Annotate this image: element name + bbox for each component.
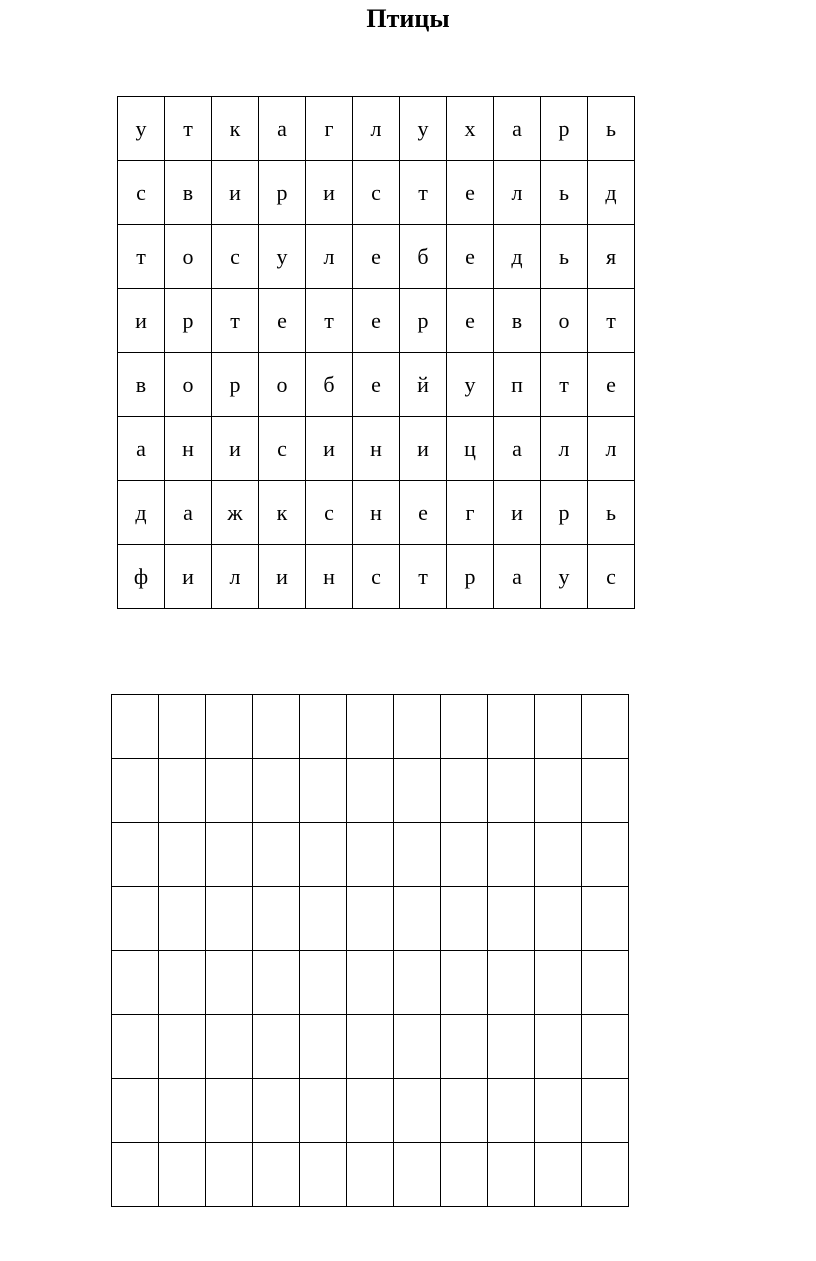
letter-cell: г [306,97,353,161]
answer-cell[interactable] [488,951,535,1015]
answer-cell[interactable] [206,887,253,951]
letter-cell: н [165,417,212,481]
answer-cell[interactable] [347,951,394,1015]
answer-cell[interactable] [300,695,347,759]
answer-grid [111,694,629,1207]
letter-cell: т [118,225,165,289]
letter-grid-row [118,225,635,289]
answer-cell[interactable] [394,887,441,951]
letter-cell: о [259,353,306,417]
letter-cell: у [541,545,588,609]
answer-cell[interactable] [535,1015,582,1079]
answer-cell[interactable] [582,887,629,951]
answer-grid-row [112,695,629,759]
letter-grid-row [118,289,635,353]
answer-cell[interactable] [253,823,300,887]
letter-cell: д [118,481,165,545]
answer-cell[interactable] [394,1143,441,1207]
letter-cell: в [165,161,212,225]
letter-cell: к [259,481,306,545]
answer-cell[interactable] [441,1143,488,1207]
letter-cell: а [494,545,541,609]
answer-grid-row [112,1079,629,1143]
letter-cell: с [118,161,165,225]
letter-cell: с [306,481,353,545]
letter-cell: а [494,417,541,481]
letter-cell: д [588,161,635,225]
answer-cell[interactable] [347,823,394,887]
answer-cell[interactable] [300,887,347,951]
answer-cell[interactable] [394,1079,441,1143]
letter-cell: ж [212,481,259,545]
letter-cell: у [118,97,165,161]
letter-cell: р [541,481,588,545]
letter-cell: о [165,225,212,289]
answer-cell[interactable] [253,887,300,951]
letter-cell: ь [541,225,588,289]
letter-grid-row [118,353,635,417]
letter-cell: л [588,417,635,481]
letter-cell: с [353,545,400,609]
answer-cell[interactable] [394,695,441,759]
answer-cell[interactable] [112,951,159,1015]
letter-cell: б [306,353,353,417]
letter-cell: и [212,161,259,225]
letter-cell: в [118,353,165,417]
answer-cell[interactable] [253,759,300,823]
answer-cell[interactable] [159,951,206,1015]
answer-cell[interactable] [159,1143,206,1207]
letter-grid-row [118,545,635,609]
answer-cell[interactable] [253,695,300,759]
answer-grid-row [112,759,629,823]
answer-cell[interactable] [488,1143,535,1207]
letter-cell: т [588,289,635,353]
letter-cell: и [494,481,541,545]
answer-cell[interactable] [535,1143,582,1207]
letter-cell: н [353,417,400,481]
letter-cell: л [306,225,353,289]
answer-cell[interactable] [159,759,206,823]
letter-cell: р [400,289,447,353]
answer-cell[interactable] [535,951,582,1015]
answer-cell[interactable] [347,759,394,823]
answer-grid-row [112,823,629,887]
letter-cell: у [400,97,447,161]
answer-cell[interactable] [347,1079,394,1143]
answer-cell[interactable] [112,887,159,951]
letter-cell: а [118,417,165,481]
letter-cell: к [212,97,259,161]
answer-cell[interactable] [253,1015,300,1079]
answer-cell[interactable] [394,951,441,1015]
letter-cell: е [447,161,494,225]
letter-cell: ь [588,481,635,545]
letter-cell: е [588,353,635,417]
letter-cell: я [588,225,635,289]
answer-grid-row [112,951,629,1015]
letter-cell: с [588,545,635,609]
letter-cell: п [494,353,541,417]
letter-grid-body [118,97,635,609]
answer-cell[interactable] [441,823,488,887]
answer-cell[interactable] [488,695,535,759]
letter-cell: й [400,353,447,417]
letter-cell: о [541,289,588,353]
answer-cell[interactable] [159,1079,206,1143]
answer-cell[interactable] [582,1015,629,1079]
answer-cell[interactable] [441,1079,488,1143]
answer-cell[interactable] [300,1079,347,1143]
letter-cell: ц [447,417,494,481]
answer-cell[interactable] [347,887,394,951]
answer-cell[interactable] [159,695,206,759]
answer-grid-body [112,695,629,1207]
answer-cell[interactable] [582,823,629,887]
letter-cell: т [212,289,259,353]
letter-cell: г [447,481,494,545]
letter-cell: и [306,161,353,225]
letter-cell: т [165,97,212,161]
answer-cell[interactable] [582,759,629,823]
answer-cell[interactable] [488,887,535,951]
letter-cell: ь [588,97,635,161]
answer-cell[interactable] [347,695,394,759]
answer-cell[interactable] [582,1079,629,1143]
letter-cell: л [494,161,541,225]
answer-cell[interactable] [535,823,582,887]
answer-cell[interactable] [488,1015,535,1079]
letter-cell: и [400,417,447,481]
answer-cell[interactable] [206,759,253,823]
answer-cell[interactable] [441,695,488,759]
answer-grid-row [112,887,629,951]
letter-cell: с [259,417,306,481]
answer-cell[interactable] [112,823,159,887]
answer-cell[interactable] [300,823,347,887]
answer-grid-row [112,1015,629,1079]
letter-cell: р [259,161,306,225]
answer-cell[interactable] [112,1015,159,1079]
letter-cell: и [212,417,259,481]
letter-cell: т [400,161,447,225]
answer-cell[interactable] [300,1143,347,1207]
letter-cell: е [259,289,306,353]
letter-cell: р [447,545,494,609]
answer-cell[interactable] [394,823,441,887]
letter-cell: у [259,225,306,289]
letter-cell: р [165,289,212,353]
letter-cell: а [165,481,212,545]
letter-cell: т [541,353,588,417]
answer-cell[interactable] [441,887,488,951]
answer-cell[interactable] [253,1079,300,1143]
letter-cell: е [353,353,400,417]
answer-cell[interactable] [206,1143,253,1207]
answer-cell[interactable] [206,951,253,1015]
answer-cell[interactable] [206,1079,253,1143]
answer-cell[interactable] [159,1015,206,1079]
answer-cell[interactable] [347,1143,394,1207]
letter-cell: и [306,417,353,481]
letter-grid-row [118,161,635,225]
letter-cell: е [447,289,494,353]
letter-cell: а [494,97,541,161]
answer-cell[interactable] [253,1143,300,1207]
letter-cell: х [447,97,494,161]
answer-cell[interactable] [394,1015,441,1079]
letter-cell: л [353,97,400,161]
letter-cell: б [400,225,447,289]
letter-grid-row [118,97,635,161]
letter-cell: ь [541,161,588,225]
answer-cell[interactable] [441,759,488,823]
letter-cell: и [259,545,306,609]
letter-cell: н [353,481,400,545]
answer-cell[interactable] [441,1015,488,1079]
page-title: Птицы [366,4,450,33]
letter-cell: д [494,225,541,289]
answer-cell[interactable] [535,695,582,759]
letter-cell: с [212,225,259,289]
answer-cell[interactable] [159,823,206,887]
answer-cell[interactable] [112,759,159,823]
answer-grid-row [112,1143,629,1207]
answer-cell[interactable] [535,887,582,951]
answer-cell[interactable] [394,759,441,823]
answer-cell[interactable] [488,823,535,887]
letter-cell: л [212,545,259,609]
answer-cell[interactable] [112,695,159,759]
answer-cell[interactable] [112,1143,159,1207]
answer-cell[interactable] [159,887,206,951]
answer-cell[interactable] [582,1143,629,1207]
letter-cell: а [259,97,306,161]
letter-cell: о [165,353,212,417]
letter-cell: т [400,545,447,609]
answer-cell[interactable] [300,1015,347,1079]
letter-cell: е [447,225,494,289]
letter-grid-row [118,417,635,481]
answer-cell[interactable] [206,695,253,759]
letter-cell: ф [118,545,165,609]
answer-cell[interactable] [582,951,629,1015]
answer-cell[interactable] [488,1079,535,1143]
letter-cell: р [541,97,588,161]
letter-grid-row [118,481,635,545]
answer-cell[interactable] [535,1079,582,1143]
answer-cell[interactable] [441,951,488,1015]
letter-cell: е [400,481,447,545]
letter-cell: и [165,545,212,609]
answer-cell[interactable] [347,1015,394,1079]
letter-cell: р [212,353,259,417]
answer-cell[interactable] [582,695,629,759]
answer-cell[interactable] [112,1079,159,1143]
answer-cell[interactable] [300,951,347,1015]
answer-cell[interactable] [535,759,582,823]
letter-cell: в [494,289,541,353]
letter-cell: л [541,417,588,481]
answer-cell[interactable] [253,951,300,1015]
letter-cell: с [353,161,400,225]
letter-cell: н [306,545,353,609]
answer-cell[interactable] [300,759,347,823]
letter-cell: е [353,225,400,289]
letter-cell: у [447,353,494,417]
answer-cell[interactable] [206,1015,253,1079]
letter-cell: т [306,289,353,353]
answer-cell[interactable] [206,823,253,887]
letter-grid [117,96,635,609]
answer-cell[interactable] [488,759,535,823]
letter-cell: и [118,289,165,353]
letter-cell: е [353,289,400,353]
